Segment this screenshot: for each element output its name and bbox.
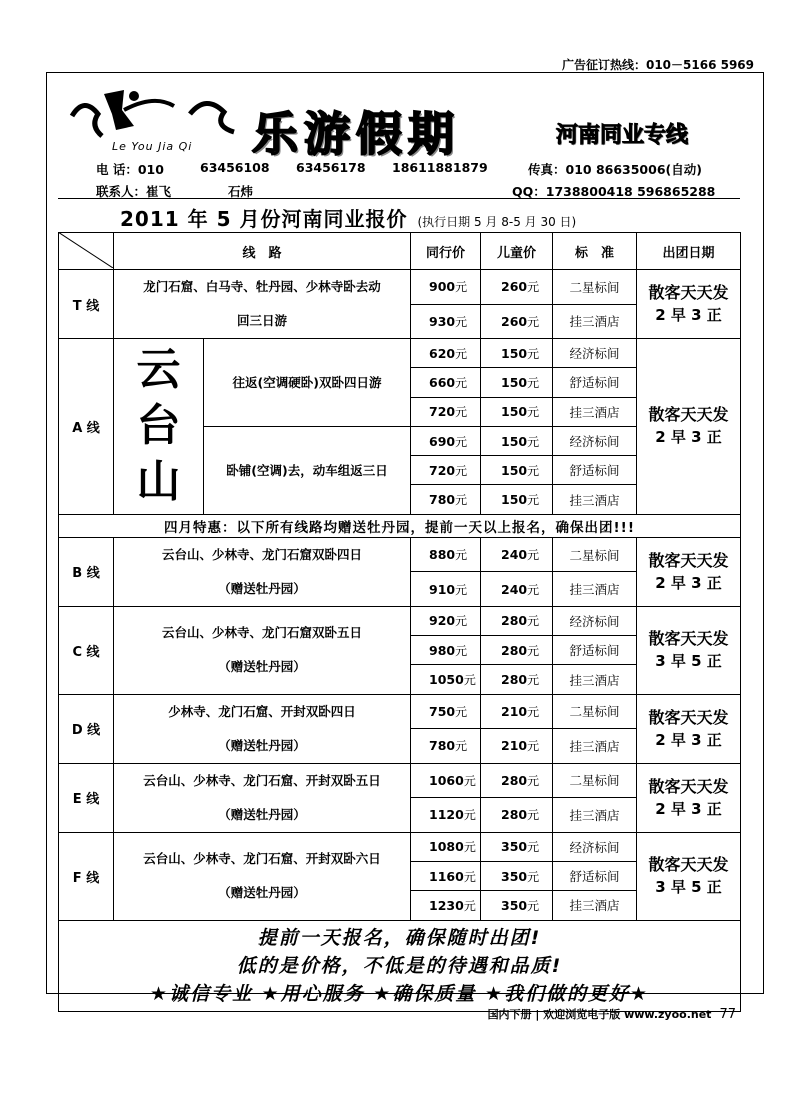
promo-row: [59, 514, 741, 537]
ad-hotline: 广告征订热线：010－5166 5969: [561, 58, 754, 72]
table-row: [59, 270, 741, 305]
gift-note: （赠送牡丹园）: [218, 737, 306, 753]
departure: 散客天天发 2 早 3 正: [637, 270, 741, 339]
peer-price: 1230元: [411, 891, 481, 920]
phone-1: 63456108: [200, 160, 270, 175]
promo-text: 四月特惠：以下所有线路均赠送牡丹园，提前一天以上报名，确保出团!!!: [59, 514, 741, 537]
table-row: [59, 537, 741, 572]
child-price: 210元: [481, 694, 553, 729]
header-departure: 出团日期: [637, 233, 741, 270]
child-price: 350元: [481, 832, 553, 861]
title-note: (执行日期 5 月 8-5 月 30 日): [417, 215, 577, 229]
title-main: 2011 年 5 月份河南同业报价: [120, 207, 408, 231]
fax: 传真：010 86635006(自动): [528, 162, 702, 177]
route-text: 少林寺、龙门石窟、开封双卧四日: [168, 703, 356, 719]
peer-price: 780元: [411, 729, 481, 764]
standard: 经济标间: [553, 426, 637, 455]
gift-note: （赠送牡丹园）: [218, 659, 306, 675]
standard: 舒适标间: [553, 861, 637, 890]
standard: 挂三酒店: [553, 397, 637, 426]
table-row: [59, 694, 741, 729]
standard: 经济标间: [553, 832, 637, 861]
route-cell: [114, 270, 411, 339]
header-child-price: 儿童价: [481, 233, 553, 270]
header-peer-price: 同行价: [411, 233, 481, 270]
departure: 散客天天发 3 早 5 正: [637, 832, 741, 920]
header-divider: [58, 198, 740, 199]
departure: 散客天天发 3 早 5 正: [637, 606, 741, 694]
peer-price: 780元: [411, 485, 481, 514]
standard: 二星标间: [553, 694, 637, 729]
peer-price: 1160元: [411, 861, 481, 890]
brand-tagline: 河南同业专线: [556, 123, 689, 148]
child-price: 350元: [481, 861, 553, 890]
page-footer: [488, 1006, 736, 1022]
peer-price: 910元: [411, 572, 481, 607]
child-price: 280元: [481, 665, 553, 694]
contact-person-1: 联系人：崔飞: [96, 184, 172, 199]
route-text: 云台山、少林寺、龙门石窟、开封双卧六日: [143, 851, 381, 867]
departure: 散客天天发 2 早 3 正: [637, 763, 741, 832]
child-price: 260元: [481, 270, 553, 305]
peer-price: 1060元: [411, 763, 481, 798]
page-number: 77: [719, 1007, 736, 1022]
child-price: 280元: [481, 763, 553, 798]
child-price: 240元: [481, 572, 553, 607]
page-title: [120, 203, 576, 232]
price-table-wrapper: [58, 232, 740, 1012]
table-row: [59, 606, 741, 635]
standard: 舒适标间: [553, 456, 637, 485]
child-price: 210元: [481, 729, 553, 764]
child-price: 280元: [481, 636, 553, 665]
phone-3: 18611881879: [392, 160, 488, 175]
line-label: D 线: [59, 694, 114, 763]
peer-price: 720元: [411, 397, 481, 426]
standard: 挂三酒店: [553, 304, 637, 339]
child-price: 150元: [481, 426, 553, 455]
child-price: 150元: [481, 485, 553, 514]
standard: 舒适标间: [553, 636, 637, 665]
slogan-cell: [59, 920, 741, 1011]
line-label: F 线: [59, 832, 114, 920]
header-standard: 标 准: [553, 233, 637, 270]
peer-price: 750元: [411, 694, 481, 729]
phone-2: 63456178: [296, 160, 366, 175]
route-text-2: 回三日游: [237, 313, 288, 328]
diagonal-cell: [59, 233, 114, 270]
gift-note: （赠送牡丹园）: [218, 806, 306, 822]
route-cell: [114, 832, 411, 920]
logo-pinyin: Le You Jia Qi: [112, 140, 193, 153]
slogan-1: 提前一天报名，确保随时出团!: [257, 926, 542, 949]
route-cell: [114, 763, 411, 832]
peer-price: 720元: [411, 456, 481, 485]
child-price: 350元: [481, 891, 553, 920]
peer-price: 980元: [411, 636, 481, 665]
line-label: B 线: [59, 537, 114, 606]
line-label: A 线: [59, 339, 114, 515]
route-cell: [114, 694, 411, 763]
route-cell: [114, 537, 411, 606]
table-row: [59, 763, 741, 798]
route-text: 龙门石窟、白马寺、牡丹园、少林寺卧去动: [143, 279, 381, 294]
child-price: 150元: [481, 397, 553, 426]
diagonal-line-icon: [58, 232, 113, 268]
standard: 挂三酒店: [553, 572, 637, 607]
child-price: 150元: [481, 339, 553, 368]
standard: 挂三酒店: [553, 485, 637, 514]
table-header-row: [59, 233, 741, 270]
line-label: E 线: [59, 763, 114, 832]
standard: 经济标间: [553, 606, 637, 635]
peer-price: 880元: [411, 537, 481, 572]
route-cell: [114, 606, 411, 694]
gift-note: （赠送牡丹园）: [218, 580, 306, 596]
sub-route: 往返(空调硬卧)双卧四日游: [204, 339, 411, 427]
header-route: 线 路: [114, 233, 411, 270]
slogan-3: ★诚信专业 ★用心服务 ★确保质量 ★我们做的更好★: [150, 982, 650, 1005]
route-text: 云台山、少林寺、龙门石窟双卧五日: [162, 625, 363, 641]
child-price: 150元: [481, 368, 553, 397]
peer-price: 900元: [411, 270, 481, 305]
route-text: 云台山、少林寺、龙门石窟双卧四日: [162, 546, 363, 562]
peer-price: 620元: [411, 339, 481, 368]
price-table: [58, 232, 741, 1012]
line-label: C 线: [59, 606, 114, 694]
qq-numbers: QQ：1738800418 596865288: [512, 184, 716, 199]
peer-price: 660元: [411, 368, 481, 397]
standard: 挂三酒店: [553, 891, 637, 920]
child-price: 280元: [481, 606, 553, 635]
standard: 挂三酒店: [553, 729, 637, 764]
standard: 二星标间: [553, 270, 637, 305]
standard: 挂三酒店: [553, 665, 637, 694]
standard: 二星标间: [553, 763, 637, 798]
peer-price: 1120元: [411, 798, 481, 833]
sub-route: 卧铺(空调)去，动车组返三日: [204, 426, 411, 514]
peer-price: 1080元: [411, 832, 481, 861]
departure: 散客天天发 2 早 3 正: [637, 537, 741, 606]
peer-price: 930元: [411, 304, 481, 339]
peer-price: 1050元: [411, 665, 481, 694]
peer-price: 920元: [411, 606, 481, 635]
slogan-row: [59, 920, 741, 1011]
route-text: 云台山、少林寺、龙门石窟、开封双卧五日: [143, 772, 381, 788]
standard: 舒适标间: [553, 368, 637, 397]
standard: 二星标间: [553, 537, 637, 572]
table-row: [59, 832, 741, 861]
child-price: 260元: [481, 304, 553, 339]
contact-person-2: 石炜: [228, 184, 254, 199]
slogan-2: 低的是价格，不低是的待遇和品质!: [236, 954, 563, 977]
table-row: [59, 339, 741, 368]
gift-note: （赠送牡丹园）: [218, 885, 306, 901]
yuntaishan-cell: 云 台 山: [114, 339, 204, 515]
brand-name: 乐游假期: [252, 107, 460, 161]
child-price: 150元: [481, 456, 553, 485]
child-price: 280元: [481, 798, 553, 833]
phone-label: 电 话：010: [96, 162, 164, 177]
dancer-logo-icon: [64, 86, 244, 144]
line-label: T 线: [59, 270, 114, 339]
standard: 挂三酒店: [553, 798, 637, 833]
departure: 散客天天发 2 早 3 正: [637, 694, 741, 763]
standard: 经济标间: [553, 339, 637, 368]
peer-price: 690元: [411, 426, 481, 455]
child-price: 240元: [481, 537, 553, 572]
footer-text: 国内下册 | 欢迎浏览电子版 www.zyoo.net: [487, 1008, 712, 1021]
departure: 散客天天发 2 早 3 正: [637, 339, 741, 515]
